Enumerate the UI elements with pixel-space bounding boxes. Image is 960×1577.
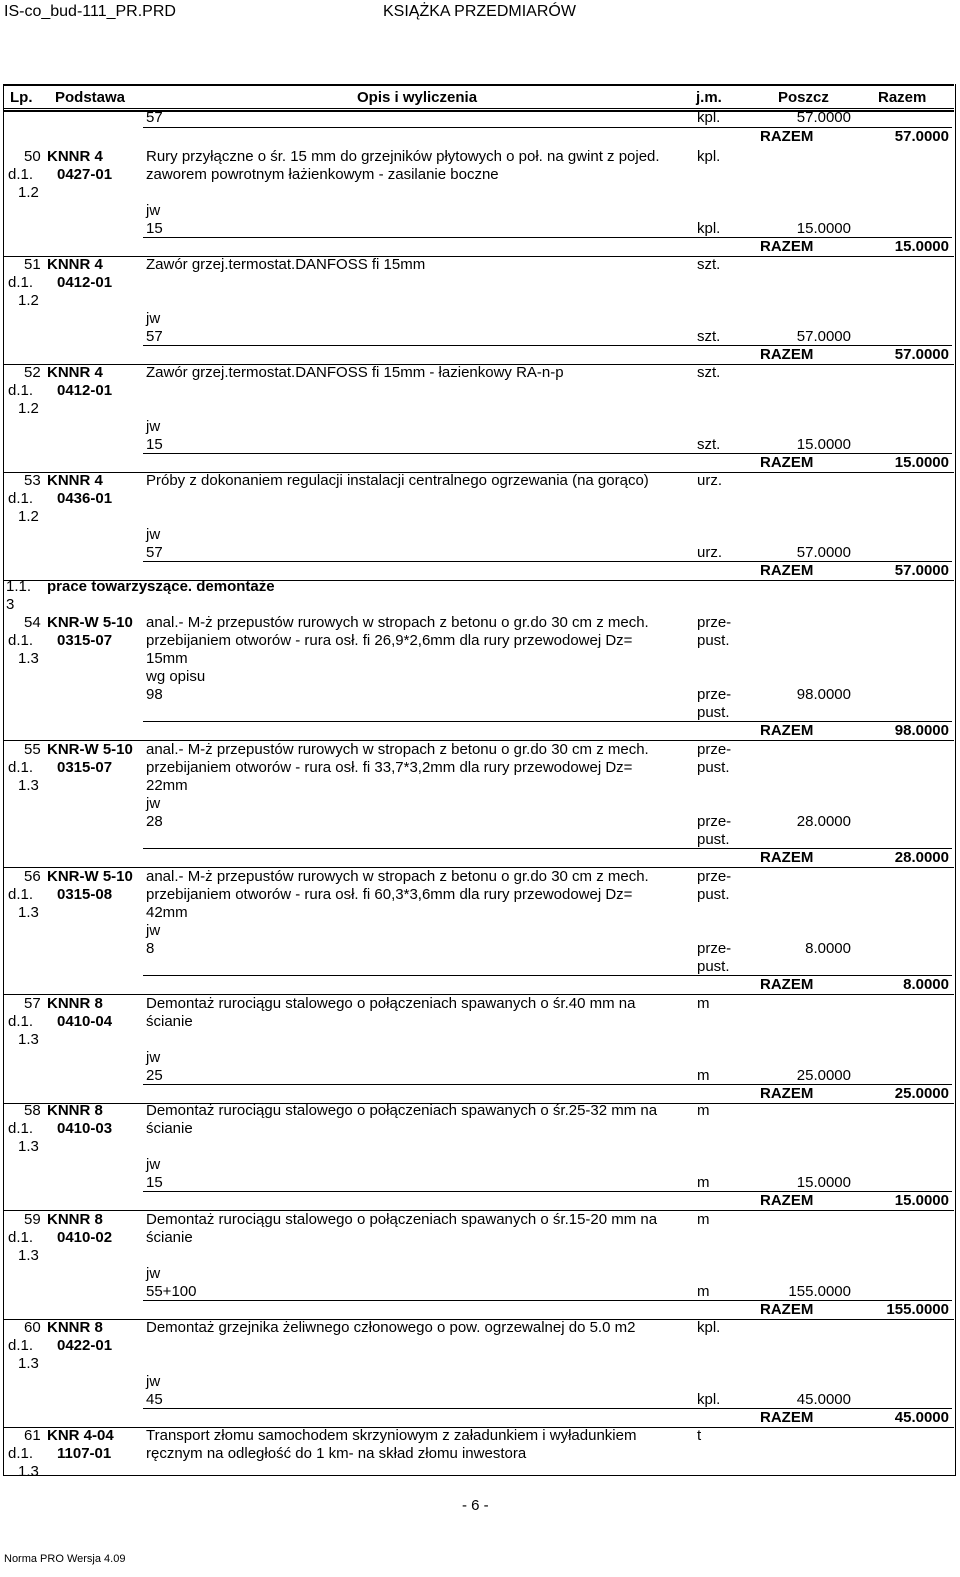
col-podstawa: Podstawa	[55, 89, 126, 106]
item-basis-catalog: KNNR 8	[47, 1319, 103, 1336]
item-jw: jw	[146, 1049, 161, 1066]
item-razem-value: 15.0000	[894, 238, 949, 255]
row-divider	[4, 108, 954, 109]
item-jw: jw	[146, 310, 161, 327]
row-divider	[143, 127, 952, 128]
item-expression-value: 45.0000	[796, 1391, 851, 1408]
section-number: 1.1.	[6, 578, 32, 595]
item-razem-value: 25.0000	[894, 1085, 949, 1102]
carry-razem-label: RAZEM	[760, 128, 814, 145]
item-jw: jw	[146, 1373, 161, 1390]
page-number: - 6 -	[462, 1497, 489, 1514]
item-number: 52	[24, 364, 41, 381]
item-chapter: d.1.	[8, 632, 34, 649]
carry-razem-value: 57.0000	[894, 128, 949, 145]
item-expression-unit: szt.	[697, 328, 721, 345]
item-description: anal.- M-ż przepustów rurowych w stropach z betonu o gr.do 30 cm z mech.	[146, 614, 649, 631]
item-razem-label: RAZEM	[760, 562, 814, 579]
item-expression-unit: m	[697, 1174, 710, 1191]
row-divider	[143, 1191, 952, 1192]
row-divider	[143, 721, 952, 722]
item-number: 58	[24, 1102, 41, 1119]
item-chapter: d.1.	[8, 382, 34, 399]
item-basis-code: 0422-01	[57, 1337, 113, 1354]
item-expression: 8	[146, 940, 155, 957]
item-description: 15mm	[146, 650, 188, 667]
row-divider	[143, 1084, 952, 1085]
item-expression-value: 15.0000	[796, 1174, 851, 1191]
item-expression: 57	[146, 328, 163, 345]
item-razem-value: 8.0000	[903, 976, 949, 993]
item-unit: prze-	[697, 741, 732, 758]
item-jw: jw	[146, 418, 161, 435]
item-unit: szt.	[697, 256, 721, 273]
row-divider	[143, 561, 952, 562]
item-basis-catalog: KNNR 4	[47, 364, 103, 381]
item-basis-catalog: KNNR 8	[47, 995, 103, 1012]
item-basis-code: 0410-04	[57, 1013, 113, 1030]
item-chapter: d.1.	[8, 759, 34, 776]
item-subchapter: 1.3	[18, 1247, 39, 1264]
item-jw: jw	[146, 922, 161, 939]
item-subchapter: 1.2	[18, 292, 39, 309]
item-number: 53	[24, 472, 41, 489]
item-number: 50	[24, 148, 41, 165]
item-expression: 57	[146, 544, 163, 561]
section-title: prace towarzyszące. demontaże	[47, 578, 275, 595]
item-razem-value: 45.0000	[894, 1409, 949, 1426]
item-expression-unit: pust.	[697, 958, 730, 975]
item-expression: 98	[146, 686, 163, 703]
item-basis-catalog: KNNR 8	[47, 1102, 103, 1119]
row-divider	[143, 453, 952, 454]
item-expression-value: 15.0000	[796, 220, 851, 237]
carry-expression: 57	[146, 109, 163, 126]
item-description: 42mm	[146, 904, 188, 921]
item-basis-catalog: KNR-W 5-10	[47, 614, 133, 631]
row-divider	[143, 975, 952, 976]
item-expression-unit: m	[697, 1283, 710, 1300]
item-chapter: d.1.	[8, 274, 34, 291]
item-unit: szt.	[697, 364, 721, 381]
item-expression-unit: pust.	[697, 831, 730, 848]
item-razem-label: RAZEM	[760, 849, 814, 866]
item-expression-unit: prze-	[697, 940, 732, 957]
row-divider	[143, 1408, 952, 1409]
item-basis-catalog: KNR-W 5-10	[47, 868, 133, 885]
item-expression-value: 15.0000	[796, 436, 851, 453]
item-basis-code: 0412-01	[57, 274, 113, 291]
item-unit: m	[697, 1102, 710, 1119]
item-expression-unit: urz.	[697, 544, 723, 561]
item-expression: 15	[146, 436, 163, 453]
item-unit: pust.	[697, 632, 730, 649]
item-expression: 15	[146, 1174, 163, 1191]
item-number: 51	[24, 256, 41, 273]
item-subchapter: 1.3	[18, 777, 39, 794]
item-razem-label: RAZEM	[760, 1085, 814, 1102]
item-basis-catalog: KNNR 4	[47, 472, 103, 489]
item-basis-code: 0315-07	[57, 759, 113, 776]
item-expression-value: 57.0000	[796, 544, 851, 561]
item-chapter: d.1.	[8, 1013, 34, 1030]
item-basis-catalog: KNNR 4	[47, 148, 103, 165]
item-chapter: d.1.	[8, 1229, 34, 1246]
item-chapter: d.1.	[8, 166, 34, 183]
item-razem-label: RAZEM	[760, 1301, 814, 1318]
item-basis-code: 0315-07	[57, 632, 113, 649]
item-unit: prze-	[697, 868, 732, 885]
item-subchapter: 1.3	[18, 1463, 39, 1480]
item-number: 55	[24, 741, 41, 758]
item-description: przebijaniem otworów - rura osł. fi 26,9*2,6mm dla rury przewodowej Dz=	[146, 632, 633, 649]
item-expression: 55+100	[146, 1283, 197, 1300]
item-description: ścianie	[146, 1013, 193, 1030]
item-chapter: d.1.	[8, 886, 34, 903]
item-subchapter: 1.2	[18, 184, 39, 201]
item-razem-value: 15.0000	[894, 454, 949, 471]
item-expression-value: 28.0000	[796, 813, 851, 830]
item-subchapter: 1.3	[18, 1355, 39, 1372]
item-chapter: d.1.	[8, 490, 34, 507]
item-number: 60	[24, 1319, 41, 1336]
item-razem-label: RAZEM	[760, 976, 814, 993]
item-jw: jw	[146, 202, 161, 219]
item-razem-value: 15.0000	[894, 1192, 949, 1209]
item-basis-code: 0410-03	[57, 1120, 113, 1137]
item-expression-value: 57.0000	[796, 328, 851, 345]
col-razem: Razem	[878, 89, 927, 106]
item-expression-unit: kpl.	[697, 220, 721, 237]
item-expression: 45	[146, 1391, 163, 1408]
item-expression: 25	[146, 1067, 163, 1084]
item-basis-catalog: KNR-W 5-10	[47, 741, 133, 758]
col-jm: j.m.	[696, 89, 722, 106]
item-basis-code: 0410-02	[57, 1229, 113, 1246]
item-description: anal.- M-ż przepustów rurowych w stropach z betonu o gr.do 30 cm z mech.	[146, 868, 649, 885]
item-razem-value: 98.0000	[894, 722, 949, 739]
item-description: Zawór grzej.termostat.DANFOSS fi 15mm - łazienkowy RA-n-p	[146, 364, 564, 381]
item-number: 54	[24, 614, 41, 631]
item-description: Demontaż rurociągu stalowego o połączeniach spawanych o śr.40 mm na	[146, 995, 636, 1012]
item-basis-code: 0427-01	[57, 166, 113, 183]
item-unit: m	[697, 1211, 710, 1228]
item-jw: jw	[146, 1265, 161, 1282]
item-razem-label: RAZEM	[760, 1409, 814, 1426]
item-description: Demontaż rurociągu stalowego o połączeniach spawanych o śr.15-20 mm na	[146, 1211, 658, 1228]
item-unit: pust.	[697, 759, 730, 776]
item-description: Demontaż grzejnika żeliwnego członowego o pow. ogrzewalnej do 5.0 m2	[146, 1319, 636, 1336]
col-lp: Lp.	[10, 89, 33, 106]
item-subchapter: 1.2	[18, 400, 39, 417]
document-title: KSIĄŻKA PRZEDMIARÓW	[383, 3, 576, 20]
item-jw: jw	[146, 526, 161, 543]
item-razem-label: RAZEM	[760, 722, 814, 739]
item-subchapter: 1.3	[18, 1031, 39, 1048]
item-chapter: d.1.	[8, 1120, 34, 1137]
item-razem-label: RAZEM	[760, 238, 814, 255]
item-expression: 28	[146, 813, 163, 830]
item-unit: pust.	[697, 886, 730, 903]
item-expression-unit: pust.	[697, 704, 730, 721]
item-description: Zawór grzej.termostat.DANFOSS fi 15mm	[146, 256, 426, 273]
item-unit: t	[697, 1427, 702, 1444]
row-divider	[143, 345, 952, 346]
item-chapter: d.1.	[8, 1445, 34, 1462]
item-description: ręcznym na odległość do 1 km- na skład złomu inwestora	[146, 1445, 527, 1462]
item-number: 57	[24, 995, 41, 1012]
item-jw: jw	[146, 795, 161, 812]
item-description: przebijaniem otworów - rura osł. fi 60,3*3,6mm dla rury przewodowej Dz=	[146, 886, 633, 903]
item-subchapter: 1.2	[18, 508, 39, 525]
col-poszcz: Poszcz	[778, 89, 829, 106]
item-razem-label: RAZEM	[760, 454, 814, 471]
item-expression-unit: prze-	[697, 686, 732, 703]
item-unit: kpl.	[697, 148, 721, 165]
item-razem-label: RAZEM	[760, 1192, 814, 1209]
item-description: Transport złomu samochodem skrzyniowym z załadunkiem i wyładunkiem	[146, 1427, 637, 1444]
item-expression-value: 25.0000	[796, 1067, 851, 1084]
item-number: 61	[24, 1427, 41, 1444]
item-expression: 15	[146, 220, 163, 237]
item-chapter: d.1.	[8, 1337, 34, 1354]
item-razem-value: 57.0000	[894, 346, 949, 363]
item-subchapter: 1.3	[18, 650, 39, 667]
item-number: 59	[24, 1211, 41, 1228]
item-basis-code: 0436-01	[57, 490, 113, 507]
item-razem-value: 155.0000	[886, 1301, 949, 1318]
item-expression-value: 8.0000	[805, 940, 851, 957]
carry-value: 57.0000	[796, 109, 851, 126]
item-expression-value: 98.0000	[796, 686, 851, 703]
item-expression-unit: kpl.	[697, 1391, 721, 1408]
item-unit: m	[697, 995, 710, 1012]
item-jw: jw	[146, 1156, 161, 1173]
item-description: Próby z dokonaniem regulacji instalacji centralnego ogrzewania (na gorąco)	[146, 472, 649, 489]
item-basis-catalog: KNNR 8	[47, 1211, 103, 1228]
item-subchapter: 1.3	[18, 1138, 39, 1155]
col-opis: Opis i wyliczenia	[357, 89, 478, 106]
item-description: zaworem powrotnym łażienkowym - zasilanie boczne	[146, 166, 499, 183]
item-basis-catalog: KNNR 4	[47, 256, 103, 273]
item-description: ścianie	[146, 1229, 193, 1246]
item-razem-value: 57.0000	[894, 562, 949, 579]
item-expression-unit: prze-	[697, 813, 732, 830]
item-expression-value: 155.0000	[788, 1283, 851, 1300]
item-expression-unit: m	[697, 1067, 710, 1084]
item-unit: urz.	[697, 472, 723, 489]
item-razem-value: 28.0000	[894, 849, 949, 866]
item-description: 22mm	[146, 777, 188, 794]
row-divider	[143, 237, 952, 238]
carry-unit: kpl.	[697, 109, 721, 126]
item-expression-unit: szt.	[697, 436, 721, 453]
section-number: 3	[6, 596, 15, 613]
item-number: 56	[24, 868, 41, 885]
item-description: anal.- M-ż przepustów rurowych w stropach z betonu o gr.do 30 cm z mech.	[146, 741, 649, 758]
item-basis-catalog: KNR 4-04	[47, 1427, 114, 1444]
item-basis-code: 0412-01	[57, 382, 113, 399]
row-divider	[143, 848, 952, 849]
software-version: Norma PRO Wersja 4.09	[4, 1553, 126, 1565]
item-description: Demontaż rurociągu stalowego o połączeniach spawanych o śr.25-32 mm na	[146, 1102, 658, 1119]
item-basis-code: 0315-08	[57, 886, 113, 903]
item-description: Rury przyłączne o śr. 15 mm do grzejników płytowych o poł. na gwint z pojed.	[146, 148, 660, 165]
row-divider	[143, 1300, 952, 1301]
file-name: IS-co_bud-111_PR.PRD	[4, 3, 176, 20]
item-subchapter: 1.3	[18, 904, 39, 921]
item-unit: kpl.	[697, 1319, 721, 1336]
item-razem-label: RAZEM	[760, 346, 814, 363]
item-unit: prze-	[697, 614, 732, 631]
item-description: ścianie	[146, 1120, 193, 1137]
item-basis-code: 1107-01	[57, 1445, 112, 1462]
item-description: wg opisu	[146, 668, 206, 685]
item-description: przebijaniem otworów - rura osł. fi 33,7*3,2mm dla rury przewodowej Dz=	[146, 759, 633, 776]
